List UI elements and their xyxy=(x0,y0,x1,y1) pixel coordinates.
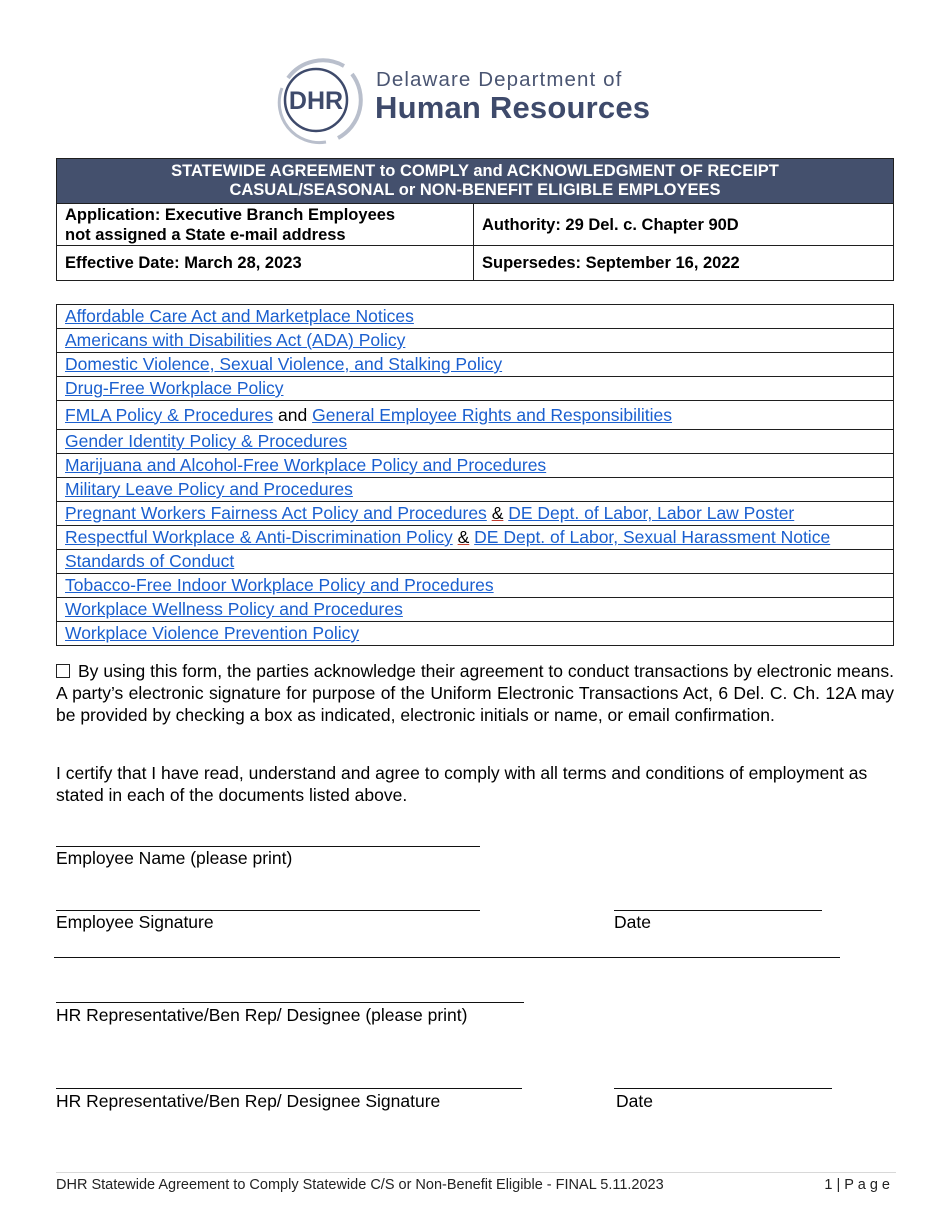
policy-row xyxy=(57,598,894,622)
policy-link-military-leave[interactable]: Military Leave Policy and Procedures xyxy=(65,479,353,499)
authority-cell: Authority: 29 Del. c. Chapter 90D xyxy=(474,204,894,246)
hr-name-label: HR Representative/Ben Rep/ Designee (please print) xyxy=(56,1005,468,1025)
footer-document-title: DHR Statewide Agreement to Comply Statewide C/S or Non-Benefit Eligible - FINAL 5.11.2023 xyxy=(56,1177,664,1193)
policy-link-fmla[interactable]: FMLA Policy & Procedures xyxy=(65,404,274,425)
application-line1: Application: Executive Branch Employees xyxy=(65,205,396,224)
policy-link-ada[interactable]: Americans with Disabilities Act (ADA) Policy xyxy=(65,330,406,350)
policy-link-domestic-violence[interactable]: Domestic Violence, Sexual Violence, and Stalking Policy xyxy=(65,354,503,374)
employee-date-line[interactable] xyxy=(614,910,822,911)
agreement-title-banner xyxy=(57,159,894,204)
electronic-consent-paragraph xyxy=(56,660,894,726)
policy-link-workplace-wellness[interactable]: Workplace Wellness Policy and Procedures xyxy=(65,599,403,619)
policy-row xyxy=(57,574,894,598)
policy-row xyxy=(57,377,894,401)
policy-row xyxy=(57,401,894,430)
employee-signature-label: Employee Signature xyxy=(56,912,214,932)
section-divider xyxy=(54,957,840,958)
employee-name-line[interactable] xyxy=(56,846,480,847)
footer-rule xyxy=(56,1172,896,1173)
effective-date-cell: Effective Date: March 28, 2023 xyxy=(57,246,474,281)
policy-link-marijuana-alcohol[interactable]: Marijuana and Alcohol-Free Workplace Policy and Procedures xyxy=(65,455,547,475)
logo-human-resources-line: Human Resources xyxy=(375,90,651,125)
policy-link-drug-free[interactable]: Drug-Free Workplace Policy xyxy=(65,378,284,398)
agreement-title-line1: STATEWIDE AGREEMENT to COMPLY and ACKNOWLEDGMENT OF RECEIPT xyxy=(171,162,779,180)
policy-link-pregnant-workers[interactable]: Pregnant Workers Fairness Act Policy and Procedures xyxy=(65,503,487,523)
dhr-logo xyxy=(268,52,688,148)
policy-row xyxy=(57,454,894,478)
electronic-consent-text: By using this form, the parties acknowledge their agreement to conduct transactions by electronic means. A party’s electronic signature for purpose of the Uniform Electronic Transactions Act, 6 Del. C. Ch. 12A may be provided by checking a box as indicated, electronic initials or name, or email confirmation. xyxy=(56,661,894,725)
employee-date-label: Date xyxy=(614,912,651,932)
application-line2: not assigned a State e-mail address xyxy=(65,225,346,244)
hr-name-line[interactable] xyxy=(56,1002,524,1003)
logo-department-line: Delaware Department of xyxy=(376,68,623,91)
policy-row xyxy=(57,622,894,646)
logo-abbr: DHR xyxy=(288,87,344,115)
policy-row xyxy=(57,305,894,329)
policy-link-affordable-care-act[interactable]: Affordable Care Act and Marketplace Notices xyxy=(65,306,414,326)
footer-page-number: 1 | P a g e xyxy=(824,1177,890,1193)
policy-row xyxy=(57,353,894,377)
policy-link-standards-of-conduct[interactable]: Standards of Conduct xyxy=(65,551,235,571)
application-cell xyxy=(57,204,474,246)
policy-link-respectful-workplace[interactable]: Respectful Workplace & Anti-Discrimination Policy xyxy=(65,527,453,547)
hr-date-line[interactable] xyxy=(614,1088,832,1089)
policy-joiner-ampersand: & xyxy=(457,527,470,547)
policy-link-labor-law-poster[interactable]: DE Dept. of Labor, Labor Law Poster xyxy=(508,503,795,523)
supersedes-cell: Supersedes: September 16, 2022 xyxy=(474,246,894,281)
employee-signature-line[interactable] xyxy=(56,910,480,911)
policy-links-table xyxy=(56,304,894,646)
hr-signature-label: HR Representative/Ben Rep/ Designee Signature xyxy=(56,1091,441,1111)
hr-signature-line[interactable] xyxy=(56,1088,522,1089)
policy-row xyxy=(57,329,894,353)
policy-joiner-ampersand: & xyxy=(491,503,504,523)
policy-row xyxy=(57,550,894,574)
policy-link-tobacco-free[interactable]: Tobacco-Free Indoor Workplace Policy and Procedures xyxy=(65,575,494,595)
certification-paragraph: I certify that I have read, understand and agree to comply with all terms and conditions of employment as stated in each of the documents listed above. xyxy=(56,763,868,805)
agreement-title-line2: CASUAL/SEASONAL or NON-BENEFIT ELIGIBLE EMPLOYEES xyxy=(229,181,721,199)
policy-link-gender-identity[interactable]: Gender Identity Policy & Procedures xyxy=(65,431,348,451)
policy-joiner-and: and xyxy=(278,404,308,425)
electronic-consent-checkbox[interactable] xyxy=(56,664,70,678)
agreement-header-table xyxy=(56,158,894,281)
policy-row xyxy=(57,478,894,502)
policy-link-sexual-harassment-notice[interactable]: DE Dept. of Labor, Sexual Harassment Notice xyxy=(474,527,831,547)
hr-date-label: Date xyxy=(616,1091,653,1111)
policy-row xyxy=(57,526,894,550)
policy-link-general-employee-rights[interactable]: General Employee Rights and Responsibilities xyxy=(312,404,673,425)
employee-name-label: Employee Name (please print) xyxy=(56,848,293,868)
policy-row xyxy=(57,502,894,526)
policy-link-workplace-violence[interactable]: Workplace Violence Prevention Policy xyxy=(65,623,360,643)
dhr-logo-emblem xyxy=(268,52,368,148)
policy-row xyxy=(57,430,894,454)
